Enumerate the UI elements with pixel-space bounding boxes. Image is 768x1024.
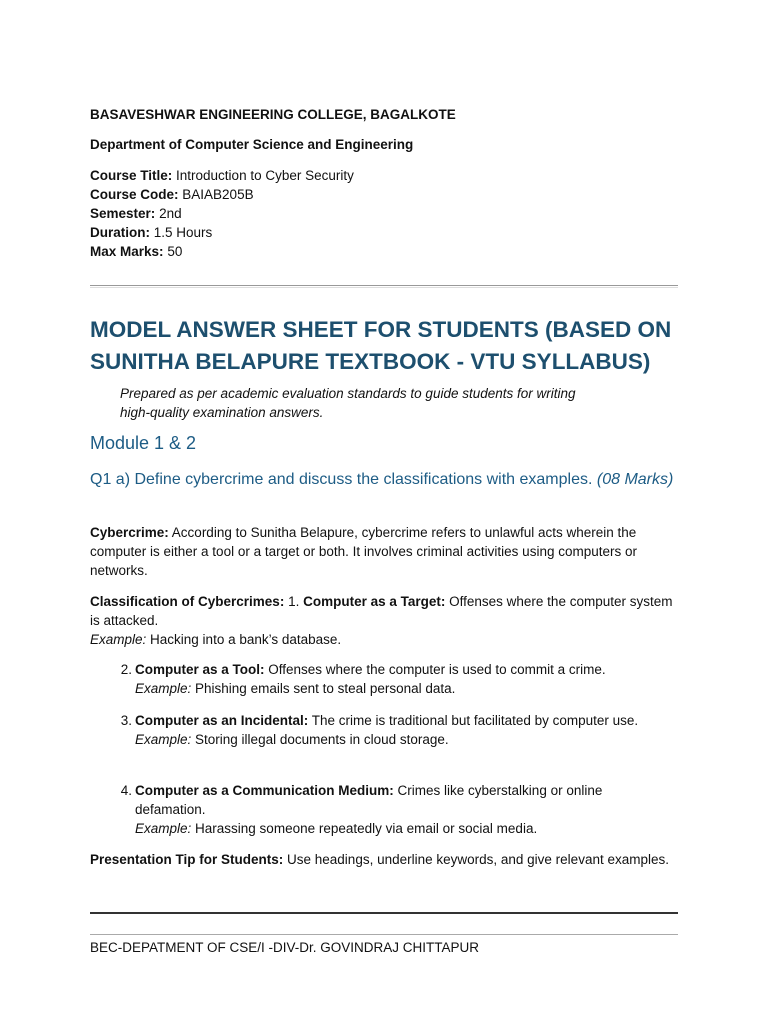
classification-example-text: Hacking into a bank’s database. <box>146 632 342 647</box>
document-title-line2: SUNITHA BELAPURE TEXTBOOK - VTU SYLLABUS) <box>90 349 651 374</box>
document-subtitle <box>120 384 640 422</box>
max-marks-row <box>90 242 354 261</box>
list-item-text: The crime is traditional but facilitated by computer use. <box>308 713 639 728</box>
college-name: BASAVESHWAR ENGINEERING COLLEGE, BAGALKOTE <box>90 107 456 122</box>
presentation-tip <box>90 850 680 869</box>
list-item-label: Computer as an Incidental: <box>135 713 309 728</box>
list-item-example-text: Phishing emails sent to steal personal data. <box>191 681 456 696</box>
course-title-row <box>90 166 354 185</box>
cybercrime-text: According to Sunitha Belapure, cybercrime refers to unlawful acts wherein the computer is either a tool or a target or both. It involves criminal activities using computers or networks. <box>90 525 637 578</box>
semester-label: Semester: <box>90 206 156 221</box>
list-item-number: 4. <box>120 783 132 798</box>
list-item-example-text: Storing illegal documents in cloud storage. <box>191 732 449 747</box>
question-text: Q1 a) Define cybercrime and discuss the classifications with examples. <box>90 471 597 488</box>
course-title-label: Course Title: <box>90 168 173 183</box>
list-item-text: Crimes like cyberstalking or online defamation. <box>135 783 603 817</box>
max-marks-label: Max Marks: <box>90 244 164 259</box>
semester-value: 2nd <box>159 206 182 221</box>
tip-label: Presentation Tip for Students: <box>90 852 284 867</box>
subtitle-line2: high-quality examination answers. <box>120 405 324 420</box>
classification-example-label: Example: <box>90 632 147 647</box>
document-title <box>90 314 680 378</box>
tip-text: Use headings, underline keywords, and give relevant examples. <box>283 852 669 867</box>
list-item-example-label: Example: <box>135 821 192 836</box>
page-footer: BEC-DEPATMENT OF CSE/I -DIV-Dr. GOVINDRAJ CHITTAPUR <box>90 940 480 955</box>
classification-paragraph <box>90 592 680 649</box>
duration-row <box>90 223 354 242</box>
list-item-number: 3. <box>120 713 132 728</box>
max-marks-value: 50 <box>167 244 183 259</box>
semester-row <box>90 204 354 223</box>
list-item-text: Offenses where the computer is used to commit a crime. <box>264 662 606 677</box>
classification-item-text: Offenses where the computer system is attacked. <box>90 594 673 628</box>
list-item-example-text: Harassing someone repeatedly via email or social media. <box>191 821 538 836</box>
course-meta <box>90 166 354 261</box>
list-item-example-label: Example: <box>135 732 192 747</box>
document-title-line1: MODEL ANSWER SHEET FOR STUDENTS (BASED ON <box>90 317 672 342</box>
footer-divider-thick <box>90 912 678 914</box>
classification-item-label: Computer as a Target: <box>303 594 446 609</box>
course-code-label: Course Code: <box>90 187 179 202</box>
list-item-number: 2. <box>120 662 132 677</box>
duration-value: 1.5 Hours <box>153 225 213 240</box>
classification-num: 1. <box>284 594 304 609</box>
course-title-value: Introduction to Cyber Security <box>176 168 354 183</box>
course-code-value: BAIAB205B <box>182 187 254 202</box>
question-marks: (08 Marks) <box>596 471 674 488</box>
footer-divider-thin <box>90 934 678 935</box>
module-heading: Module 1 & 2 <box>90 433 197 453</box>
question-heading <box>90 468 680 491</box>
course-code-row <box>90 185 354 204</box>
list-item-label: Computer as a Communication Medium: <box>135 783 394 798</box>
duration-label: Duration: <box>90 225 150 240</box>
cybercrime-definition <box>90 523 680 580</box>
list-item-example-label: Example: <box>135 681 192 696</box>
divider <box>90 285 678 288</box>
subtitle-line1: Prepared as per academic evaluation standards to guide students for writing <box>120 386 576 401</box>
list-item-label: Computer as a Tool: <box>135 662 265 677</box>
department-name: Department of Computer Science and Engineering <box>90 137 414 152</box>
cybercrime-label: Cybercrime: <box>90 525 169 540</box>
classification-label: Classification of Cybercrimes: <box>90 594 285 609</box>
